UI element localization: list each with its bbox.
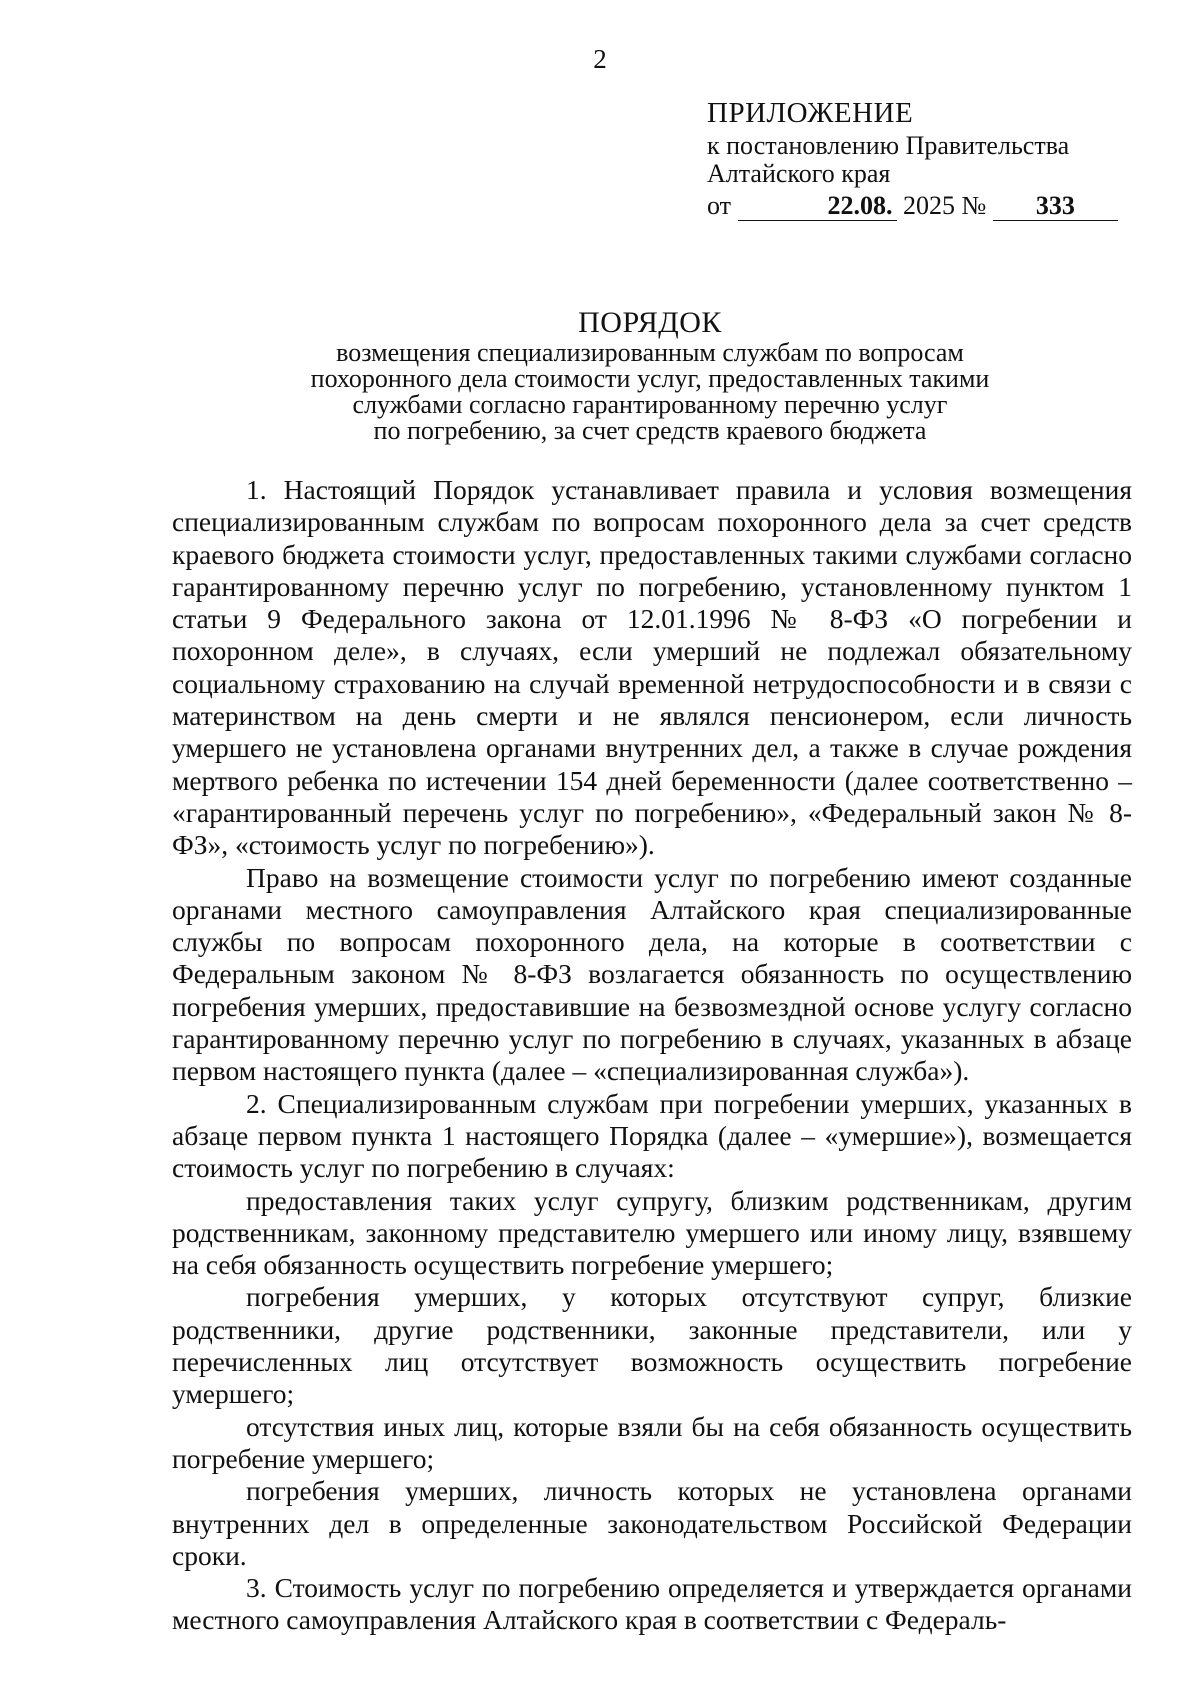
document-subtitle-line: возмещения специализированным службам по вопросам [336, 338, 964, 367]
decree-year: 2025 № [903, 191, 987, 220]
date-prefix: от [707, 191, 732, 220]
page-number: 2 [593, 44, 607, 74]
paragraph-2-case-2: погребения умерших, у которых отсутствуют супруг, близкие родственники, другие родственники, законные представители, или у перечисленных лиц отсутствует возможность осуществить погребение умершего; [172, 1281, 1132, 1410]
appendix-line-1: к постановлению Правительства [707, 131, 1070, 160]
decree-date: 22.08. [738, 192, 897, 221]
paragraph-2-case-1: предоставления таких услуг супругу, близким родственникам, другим родственникам, законному представителю умершего или иному лицу, взявшему на себя обязанность осуществить погребение умершего; [172, 1184, 1132, 1281]
paragraph-3: 3. Стоимость услуг по погребению определяется и утверждается органами местного самоуправления Алтайского края в соответствии с Федераль- [172, 1572, 1132, 1636]
paragraph-2-case-3: отсутствия иных лиц, которые взяли бы на себя обязанность осуществить погребение умершего; [172, 1410, 1132, 1474]
document-title: ПОРЯДОК [578, 306, 722, 339]
decree-number: 333 [993, 192, 1118, 221]
document-title-block [230, 306, 1070, 444]
document-subtitle-line: по погребению, за счет средств краевого бюджета [373, 416, 927, 445]
paragraph-2-case-4: погребения умерших, личность которых не установлена органами внутренних дел в определенные законодательством Российской Федерации сроки. [172, 1475, 1132, 1571]
appendix-title: ПРИЛОЖЕНИЕ [707, 97, 914, 129]
decree-date-line [707, 192, 1137, 221]
paragraph-2: 2. Специализированным службам при погребении умерших, указанных в абзаце первом пункта 1 настоящего Порядка (далее – «умершие»), возмещается стоимость услуг по погребению в случаях: [172, 1087, 1132, 1184]
document-subtitle-line: службами согласно гарантированному перечню услуг [352, 390, 948, 419]
document-body [172, 474, 1132, 1637]
appendix-line-2: Алтайского края [707, 159, 891, 188]
appendix-header [707, 96, 1137, 221]
paragraph-1: 1. Настоящий Порядок устанавливает правила и условия возмещения специализированным службам по вопросам похоронного дела за счет средств краевого бюджета стоимости услуг, предоставленных такими службами согласно гарантированному перечню услуг по погребению, установленному пунктом 1 статьи 9 Федерального закона от 12.01.1996 № 8-ФЗ «О погребении и похоронном деле», в случаях, если умерший не подлежал обязательному социальному страхованию на случай временной нетрудоспособности и в связи с материнством на день смерти и не являлся пенсионером, если личность умершего не установлена органами внутренних дел, а также в случае рождения мертвого ребенка по истечении 154 дней беременности (далее соответственно – «гарантированный перечень услуг по погребению», «Федеральный закон № 8-ФЗ», «стоимость услуг по погребению»). [172, 474, 1132, 861]
paragraph-1-second: Право на возмещение стоимости услуг по погребению имеют созданные органами местного самоуправления Алтайского края специализированные службы по вопросам похоронного дела, на которые в соответствии с Федеральным законом № 8-ФЗ возлагается обязанность по осуществлению погребения умерших, предоставившие на безвозмездной основе услугу согласно гарантированному перечню услуг по погребению в случаях, указанных в абзаце первом настоящего пункта (далее – «специализированная служба»). [172, 861, 1132, 1087]
document-subtitle-line: похоронного дела стоимости услуг, предоставленных такими [310, 364, 990, 393]
